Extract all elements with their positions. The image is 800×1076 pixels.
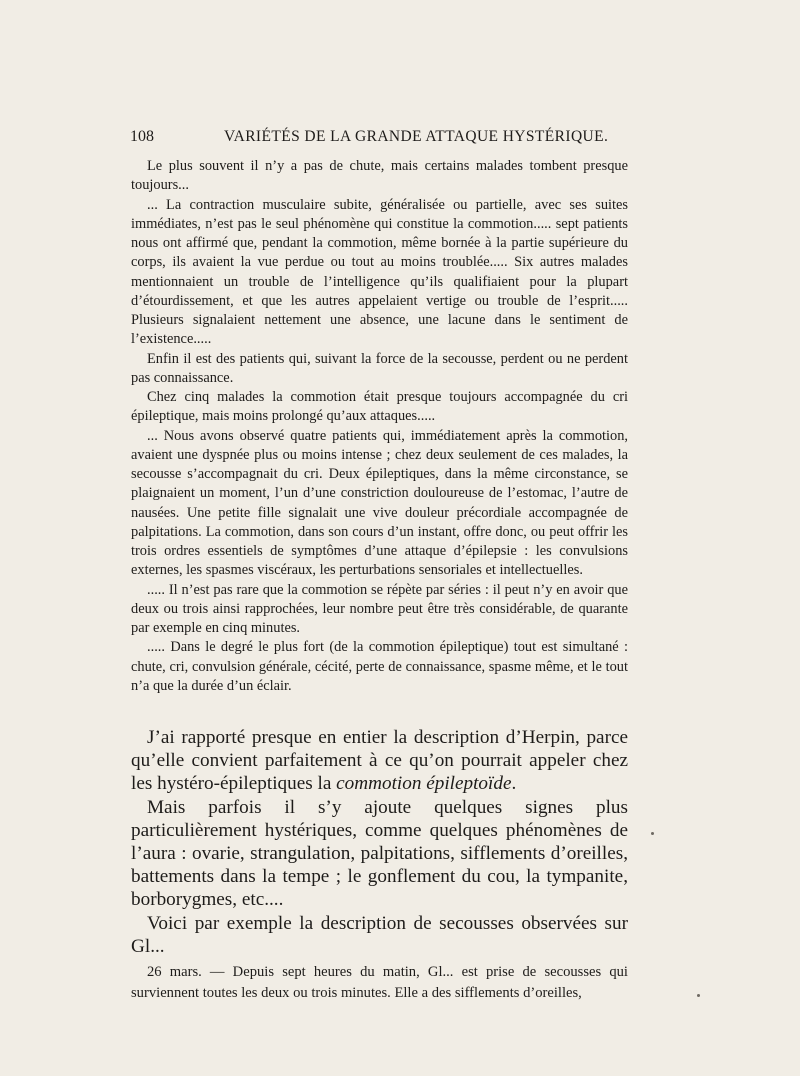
main-paragraph-text: . (511, 773, 517, 795)
quote-paragraph: ... Nous avons observé quatre patients qui, immédiatement après la commotion, avaient une dyspnée plus ou moins intense ; chez deux seulement de ces malades, la secousse s’accompagnait du cri. Deux épileptiques, dans la même circonstance, se plaignaient un moment, l’un d’une constriction douloureuse de l’estomac, l’autre de nausées. Une petite fille signalait une vive douleur précordiale accompagnée de palpitations. La commotion, dans son cours d’un instant, offre donc, ou peut offrir les trois ordres essentiels de symptômes d’une attaque d’épilepsie : les convulsions externes, les spasmes viscéraux, les perturbations sensoriales et intellectuelles. (131, 427, 628, 579)
main-paragraph: Voici par exemple la description de secousses observées sur Gl... (131, 912, 628, 957)
main-paragraph-text: J’ai rapporté presque en entier la description d’Herpin, parce qu’elle convient parfaitement à ce qu’on pourrait appeler chez les hystéro-épileptiques la (131, 727, 628, 795)
main-paragraph: Mais parfois il s’y ajoute quelques signes plus particulièrement hystériques, comme quelques phénomènes de l’aura : ovarie, strangulation, palpitations, sifflements d’oreilles, battements dans la tempe ; le gonflement du cou, la tympanite, borborygmes, etc.... (131, 796, 628, 911)
quote-paragraph: Chez cinq malades la commotion était presque toujours accompagnée du cri épileptique, mais moins prolongé qu’aux attaques..... (131, 389, 628, 425)
main-paragraph (131, 726, 628, 796)
page-number: 108 (130, 128, 154, 145)
quote-paragraph: Enfin il est des patients qui, suivant la force de la secousse, perdent ou ne perdent pas connaissance. (131, 350, 628, 386)
main-text (131, 726, 628, 958)
quote-paragraph: ..... Il n’est pas rare que la commotion se répète par séries : il peut n’y en avoir que deux ou trois ainsi rapprochées, leur nombre peut être très considérable, de quarante par exemple en cinq minutes. (131, 581, 628, 636)
quote-paragraph: ..... Dans le degré le plus fort (de la commotion épileptique) tout est simultané : chute, cri, convulsion générale, cécité, perte de connaissance, spasme même, et le tout n’a que la durée d’un éclair. (131, 639, 628, 694)
case-observation (131, 962, 628, 1004)
quoted-description (131, 157, 628, 696)
quote-paragraph: ... La contraction musculaire subite, généralisée ou partielle, avec ses suites immédiates, n’est pas le seul phénomène qui constitue la commotion..... sept patients nous ont affirmé que, pendant la commotion, même bornée à la partie supérieure du corps, ils avaient la vue perdue ou tout au moins troublée..... Six autres malades mentionnaient un trouble de l’intelligence qu’ils qualifiaient pour la plupart d’étourdissement, et que les autres appelaient vertige ou trouble de l’esprit..... Plusieurs signalaient nettement une absence, une lacune dans le sentiment de l’existence..... (131, 196, 628, 348)
paper-speck (651, 832, 654, 835)
italic-term: commotion épileptoïde (336, 773, 512, 795)
quote-paragraph: Le plus souvent il n’y a pas de chute, mais certains malades tombent presque toujours... (131, 158, 628, 194)
page-header (130, 126, 630, 148)
observation-paragraph: 26 mars. — Depuis sept heures du matin, Gl... est prise de secousses qui surviennent toutes les deux ou trois minutes. Elle a des sifflements d’oreilles, (131, 964, 628, 1001)
running-title: VARIÉTÉS DE LA GRANDE ATTAQUE HYSTÉRIQUE. (224, 128, 609, 145)
paper-speck (697, 994, 700, 997)
